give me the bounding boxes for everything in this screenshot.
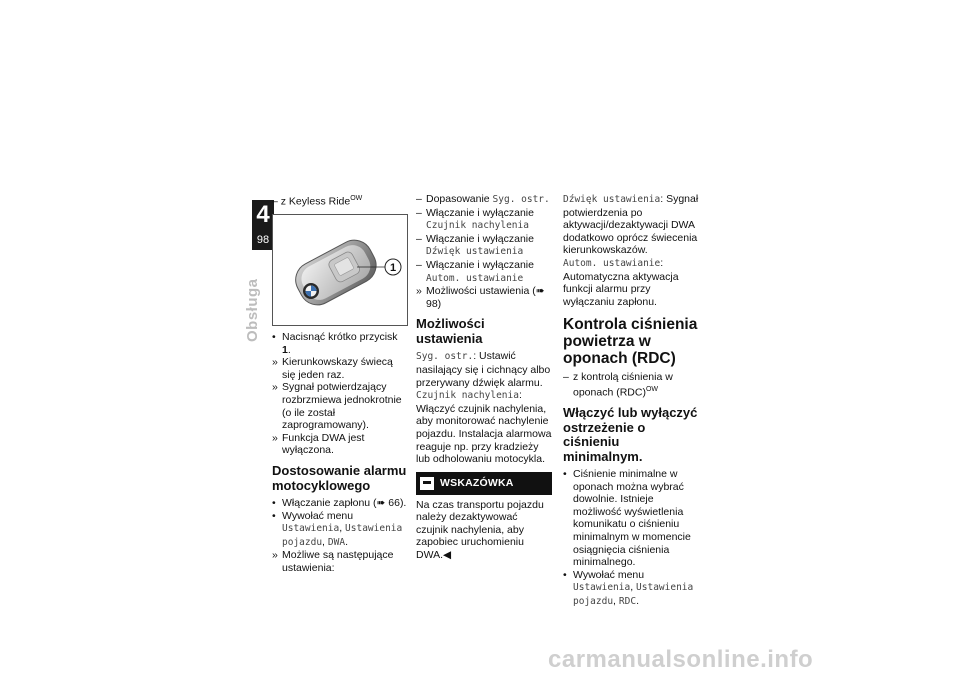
step-text: Włączanie zapłonu (➠ 66). bbox=[282, 497, 407, 510]
figure-callout: 1 bbox=[389, 262, 397, 275]
note-header bbox=[416, 472, 552, 495]
watermark: carmanualsonline.info bbox=[548, 646, 814, 673]
chapter-number: 4 bbox=[256, 201, 270, 228]
option-text: Włączanie i wyłączanie bbox=[426, 258, 534, 271]
separator: , bbox=[613, 594, 619, 607]
result-options bbox=[272, 549, 408, 574]
para-text: : Automatyczna aktywacja funkcji alarmu przy wyłączaniu zapłonu. bbox=[563, 256, 679, 308]
menu-name: Ustawienia bbox=[573, 582, 631, 594]
option-rdc bbox=[563, 371, 701, 399]
para-siren bbox=[416, 350, 552, 389]
option-mono: Autom. ustawianie bbox=[426, 272, 524, 284]
step-text: Wywołać menu bbox=[573, 568, 645, 581]
section-label: Obsługa bbox=[244, 278, 261, 342]
key-fob-body bbox=[289, 234, 382, 311]
dash-mark: – bbox=[416, 232, 422, 245]
option-text: z kontrolą ciśnienia w oponach (RDC) bbox=[573, 371, 673, 399]
step-after: . bbox=[287, 343, 291, 356]
para-mono: Syg. ostr. bbox=[416, 351, 474, 363]
option-siren bbox=[416, 193, 552, 207]
keyless-sup: OW bbox=[350, 195, 363, 202]
page-number: 98 bbox=[256, 234, 270, 246]
option-sound bbox=[416, 233, 552, 259]
para-mono: Autom. ustawianie bbox=[563, 257, 661, 269]
separator: . bbox=[345, 535, 348, 548]
column-3 bbox=[563, 193, 701, 609]
option-mono: Dźwięk ustawienia bbox=[426, 246, 524, 258]
para-mono: Czujnik nachylenia bbox=[416, 390, 519, 402]
step-bold: 1 bbox=[282, 343, 288, 356]
option-text: Włączanie i wyłączanie bbox=[426, 232, 534, 245]
bullet-mark: • bbox=[563, 468, 567, 481]
option-text: Dopasowanie bbox=[426, 193, 493, 205]
dash-mark: – bbox=[416, 193, 422, 205]
para-auto bbox=[563, 257, 701, 308]
result-mark: » bbox=[272, 549, 278, 562]
result-text: Kierunkowskazy świecą się jeden raz. bbox=[282, 356, 393, 381]
option-tilt-sensor bbox=[416, 207, 552, 233]
separator: . bbox=[636, 594, 639, 607]
separator: , bbox=[322, 535, 328, 548]
step-min-pressure bbox=[563, 468, 701, 569]
result-dwa-off bbox=[272, 432, 408, 457]
para-tilt bbox=[416, 389, 552, 466]
para-text: : Ustawić nasilający się i cichnący albo przerywany dźwięk alarmu. bbox=[416, 350, 551, 389]
option-mono: Czujnik nachylenia bbox=[426, 220, 529, 232]
para-text: : Włączyć czujnik nachylenia, aby monitorować nachylenie pojazdu. Instalacja alarmowa reaguje np. przy kradzieży lub odholowaniu motocykla. bbox=[416, 389, 552, 466]
bullet-mark: • bbox=[272, 509, 276, 522]
option-text: Włączanie i wyłączanie bbox=[426, 206, 534, 219]
bullet-mark: • bbox=[272, 331, 276, 344]
step-text: Ciśnienie minimalne w oponach można wybrać dowolnie. Istnieje możliwość wyświetlenia komunikatu o ciśnieniu minimalnym w momencie osiągnięcia ciśnienia minimalnego. bbox=[573, 468, 691, 569]
option-mono: Syg. ostr. bbox=[492, 194, 550, 205]
bullet-mark: • bbox=[272, 497, 276, 510]
heading-setting-options: Możliwości ustawienia bbox=[416, 316, 485, 346]
step-press-button bbox=[272, 331, 408, 356]
heading-min-pressure-warning: Włączyć lub wyłączyć ostrzeżenie o ciśnieniu minimalnym. bbox=[563, 405, 698, 464]
result-mark: » bbox=[272, 381, 278, 394]
para-sound bbox=[563, 193, 701, 257]
note-hand-icon bbox=[420, 477, 434, 490]
heading-alarm-settings: Dostosowanie alarmu motocyklowego bbox=[272, 463, 407, 493]
dash-mark: – bbox=[416, 206, 422, 219]
result-text: Sygnał potwierdzający rozbrzmiewa jednokrotnie (o ile został zaprogramowany). bbox=[282, 381, 402, 432]
step-text: Nacisnąć krótko przycisk bbox=[282, 331, 398, 344]
reference-text: Możliwości ustawienia (➠ 98) bbox=[426, 285, 545, 310]
result-indicators bbox=[272, 356, 408, 381]
separator: , bbox=[630, 581, 634, 594]
keyless-line bbox=[272, 193, 408, 208]
section-label-container bbox=[240, 262, 270, 342]
menu-name: Ustawienia pojazdu bbox=[573, 582, 694, 607]
para-text: : Sygnał potwierdzenia po aktywacji/dezaktywacji DWA dodatkowo oprócz świecenia kierunkowskazów. bbox=[563, 193, 699, 257]
menu-name: Ustawienia bbox=[282, 523, 340, 535]
result-signal bbox=[272, 381, 408, 431]
step-open-menu bbox=[272, 510, 408, 550]
result-text: Funkcja DWA jest wyłączona. bbox=[282, 431, 365, 457]
note-title: WSKAZÓWKA bbox=[440, 476, 514, 489]
dash-mark: – bbox=[416, 258, 422, 271]
menu-name: DWA bbox=[327, 536, 346, 548]
result-mark: » bbox=[272, 356, 278, 369]
para-mono: Dźwięk ustawienia bbox=[563, 194, 661, 205]
bullet-mark: • bbox=[563, 568, 567, 581]
option-sup: OW bbox=[645, 385, 659, 393]
menu-name: Ustawienia pojazdu bbox=[282, 523, 403, 548]
key-fob-figure bbox=[272, 214, 408, 326]
heading-rdc: Kontrola ciśnienia powietrza w oponach (RDC) bbox=[563, 316, 698, 368]
key-fob-illustration bbox=[273, 215, 407, 325]
menu-name: RDC bbox=[618, 595, 637, 607]
result-text: Możliwe są następujące ustawienia: bbox=[282, 549, 394, 574]
step-text: Wywołać menu bbox=[282, 509, 354, 522]
result-mark: » bbox=[416, 285, 422, 298]
result-mark: » bbox=[272, 431, 278, 444]
column-2 bbox=[416, 193, 552, 562]
option-auto bbox=[416, 259, 552, 285]
column-1 bbox=[272, 193, 408, 575]
step-ignition bbox=[272, 497, 408, 510]
separator: , bbox=[339, 522, 343, 535]
step-open-rdc-menu bbox=[563, 569, 701, 609]
options-reference bbox=[416, 285, 552, 310]
dash-mark: – bbox=[563, 371, 569, 384]
note-text: Na czas transportu pojazdu należy dezaktywować czujnik nachylenia, aby zapobiec uruchomieniu DWA.◀ bbox=[416, 498, 544, 562]
keyless-text: – z Keyless Ride bbox=[272, 195, 351, 208]
